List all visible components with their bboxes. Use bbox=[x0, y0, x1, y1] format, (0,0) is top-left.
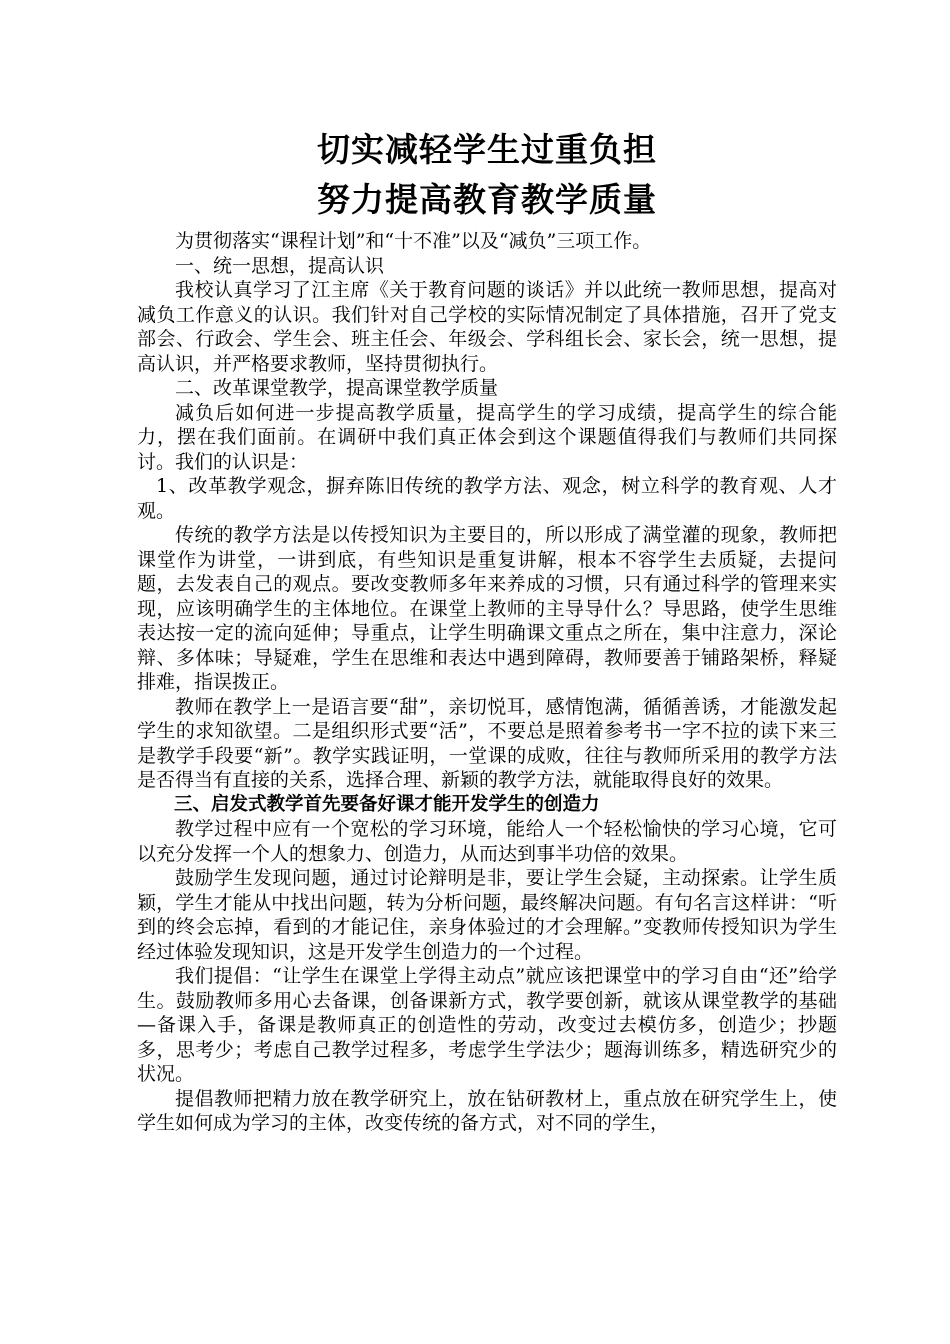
numbered-point-1: 1、改革教学观念，摒弃陈旧传统的教学方法、观念，树立科学的教育观、人才观。 bbox=[137, 475, 837, 522]
body-paragraph: 我们提倡：“让学生在课堂上学得主动点”就应该把课堂中的学习自由“还”给学生。鼓励教师多用心去备课，创备课新方式，教学要创新，就该从课堂教学的基础—备课入手，备课是教师真正的创造性的劳动，改变过去模仿多，创造少；抄题多，思考少；考虑自己教学过程多，考虑学生学法少；题海训练多，精选研究少的状况。 bbox=[137, 965, 837, 1085]
body-paragraph: 减负后如何进一步提高教学质量，提高学生的学习成绩，提高学生的综合能力，摆在我们面前。在调研中我们真正体会到这个课题值得我们与教师们共同探讨。我们的认识是： bbox=[137, 401, 837, 473]
document-title-line-1: 切实减轻学生过重负担 bbox=[317, 130, 657, 169]
document-body bbox=[137, 120, 837, 1136]
body-paragraph: 提倡教师把精力放在教学研究上，放在钻研教材上，重点放在研究学生上，使学生如何成为学习的主体，改变传统的备方式，对不同的学生， bbox=[137, 1087, 837, 1134]
body-paragraph: 鼓励学生发现问题，通过讨论辩明是非，要让学生会疑，主动探索。让学生质颖，学生才能从中找出问题，转为分析问题，最终解决问题。有句名言这样讲：“听到的终会忘掉，看到的才能记住，亲身体验过的才会理解。”变教师传授知识为学生经过体验发现知识，这是开发学生创造力的一个过程。 bbox=[137, 867, 837, 963]
section-heading-3: 三、启发式教学首先要备好课才能开发学生的创造力 bbox=[174, 793, 600, 815]
body-paragraph: 传统的教学方法是以传授知识为主要目的，所以形成了满堂灌的现象，教师把课堂作为讲堂，一讲到底，有些知识是重复讲解，根本不容学生去质疑，去提问题，去发表自己的观点。要改变教师多年来养成的习惯，只有通过科学的管理来实现，应该明确学生的主体地位。在课堂上教师的主导导什么？导思路，使学生思维表达按一定的流向延伸；导重点，让学生明确课文重点之所在，集中注意力，深论辩、多体味；导疑难，学生在思维和表达中遇到障碍，教师要善于铺路架桥，释疑排难，指误拨正。 bbox=[137, 524, 837, 693]
section-heading-1: 一、统一思想，提高认识 bbox=[175, 254, 385, 277]
body-paragraph: 教师在教学上一是语言要“甜”，亲切悦耳，感情饱满，循循善诱，才能激发起学生的求知欲望。二是组织形式要“活”，不要总是照着参考书一字不拉的读下来三是教学手段要“新”。教学实践证明，一堂课的成败，往往与教师所采用的教学方法是否得当有直接的关系，选择合理、新颖的教学方法，就能取得良好的效果。 bbox=[137, 695, 837, 791]
body-paragraph: 我校认真学习了江主席《关于教育问题的谈话》并以此统一教师思想，提高对减负工作意义的认识。我们针对自己学校的实际情况制定了具体措施，召开了党支部会、行政会、学生会、班主任会、年级会、学科组长会、家长会，统一思想，提高认识，并严格要求教师，坚持贯彻执行。 bbox=[137, 279, 837, 375]
body-paragraph: 教学过程中应有一个宽松的学习环境，能给人一个轻松愉快的学习心境，它可以充分发挥一个人的想象力、创造力，从而达到事半功倍的效果。 bbox=[137, 818, 837, 865]
intro-paragraph: 为贯彻落实“课程计划”和“十不准”以及“减负”三项工作。 bbox=[175, 230, 652, 252]
section-heading-2: 二、改革课堂教学，提高课堂教学质量 bbox=[175, 377, 499, 399]
document-title-line-2: 努力提高教育教学质量 bbox=[317, 180, 657, 219]
